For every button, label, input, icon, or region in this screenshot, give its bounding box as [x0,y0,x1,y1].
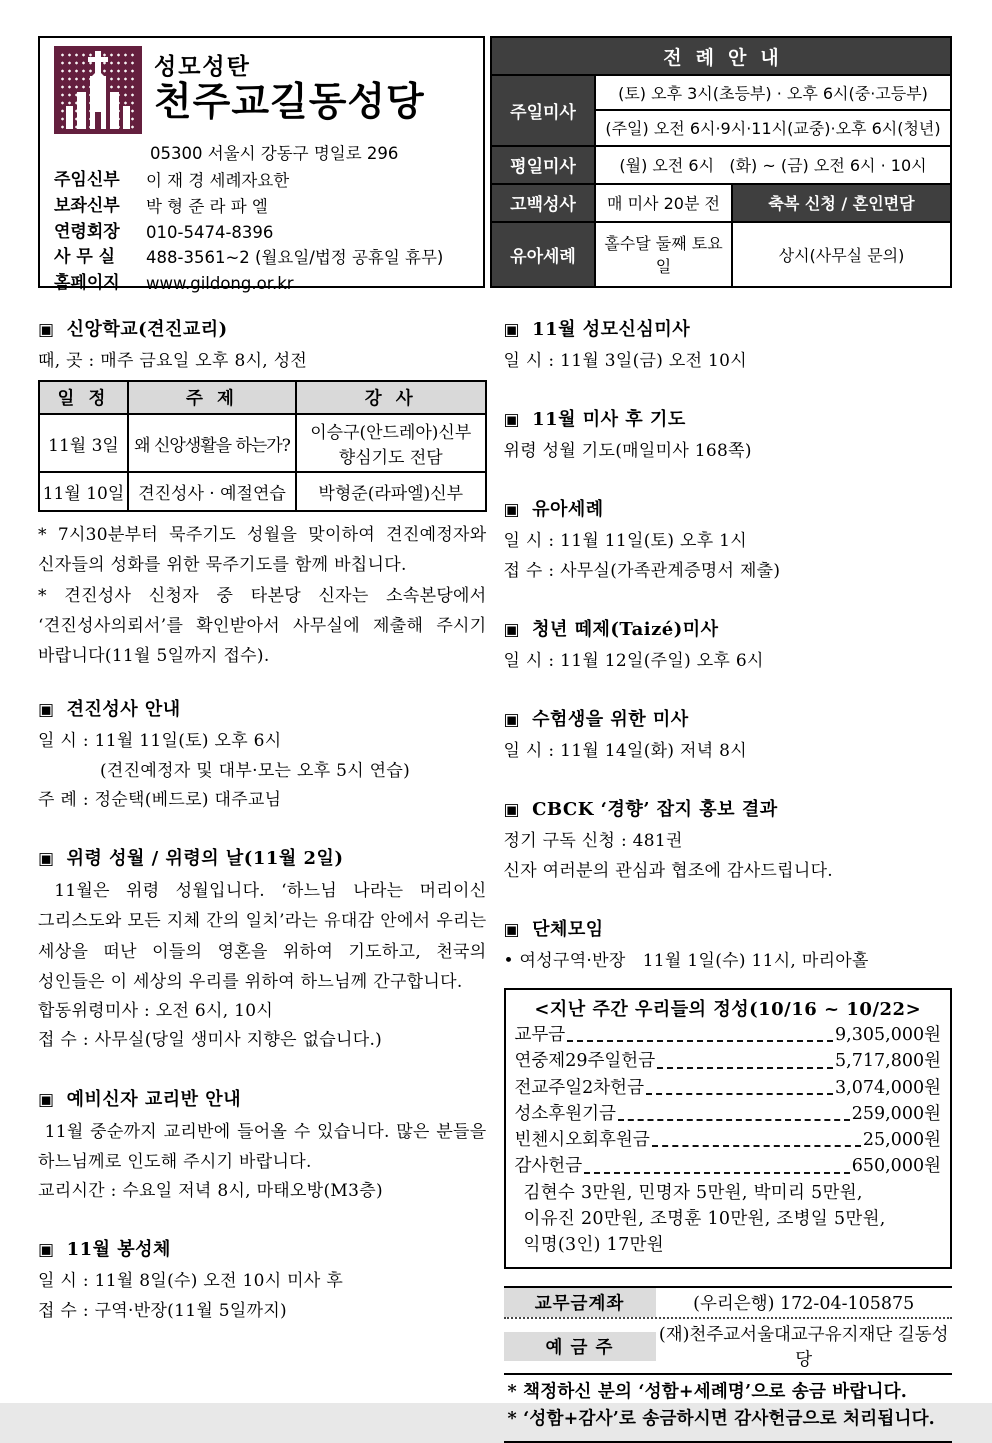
section-marker-icon: ▣ [38,320,55,340]
faith-school-table [38,380,487,512]
offering-row [515,1153,942,1179]
sunday-mass-saturday: (토) 오후 3시(초등부) · 오후 6시(중·고등부) [595,75,951,110]
marian-mass-datetime: 일 시 : 11월 3일(금) 오전 10시 [503,351,747,371]
col-header-topic: 주 제 [128,381,296,414]
offering-label: 연중제29주일헌금 [514,1051,656,1072]
dash-leader [567,1040,833,1042]
offering-label: 교무금 [514,1025,566,1046]
offering-amount: 9,305,000원 [835,1025,941,1046]
section-infant-baptism [504,495,953,585]
confirmation-datetime: 일 시 : 11월 11일(토) 오후 6시 [38,731,282,752]
section-confirmation [38,695,487,815]
section-memorial [38,844,493,1055]
infant-baptism-datetime: 일 시 : 11월 11일(토) 오후 1시 [503,531,747,552]
exam-mass-datetime: 일 시 : 11월 14일(화) 저녁 8시 [503,741,747,762]
section-marker-icon: ▣ [503,800,521,821]
infant-baptism-label: 유아세례 [491,222,595,287]
memorial-registration: 접 수 : 사무실(당일 생미사 지향은 없습니다.) [38,1030,383,1051]
info-label: 홈페이지 [54,273,120,294]
church-address: 05300 서울시 강동구 명일로 296 [150,144,399,163]
dash-leader [652,1145,861,1147]
section-title: 단체모임 [532,918,604,940]
account-number-label: 교무금계좌 [504,1288,656,1317]
offering-amount: 259,000원 [851,1103,941,1124]
weekday-mass-times: (월) 오전 6시 (화) ~ (금) 오전 6시 · 10시 [595,146,951,184]
catechumen-body: 11월 중순까지 교리반에 들어올 수 있습니다. 많은 분들을 하느님께로 인도해 주시기 바랍니다. [38,1121,493,1172]
group-meeting-text: 여성구역·반장 11월 1일(수) 11시, 마리아홀 [519,950,869,971]
col-header-date: 일 정 [39,381,128,414]
faith-school-note1: * 7시30분부터 묵주기도 성월을 맞이하여 견진예정자와 신자들의 성화를 위한 묵주기도를 함께 바칩니다. [38,525,493,576]
church-name-large: 천주교길동성당 [154,80,425,125]
communion-registration: 접 수 : 구역·반장(11월 5일까지) [38,1300,287,1321]
info-label: 사 무 실 [54,247,116,268]
offering-box [504,988,953,1269]
sunday-mass-label: 주일미사 [491,75,595,146]
mass-table-title: 전례안내 [491,37,951,75]
offering-row [515,1075,942,1101]
cbck-subscriptions: 정기 구독 신청 : 481권 [503,831,683,852]
section-title: 11월 봉성체 [66,1239,171,1261]
section-title: 위령 성월 / 위령의 날(11월 2일) [66,848,344,870]
infant-baptism-registration: 접 수 : 사무실(가족관계증명서 제출) [503,560,781,581]
offering-amount: 650,000원 [851,1156,941,1177]
church-name-small: 성모성탄 [154,54,251,80]
offering-row [515,1022,942,1048]
info-value: 010-5474-8396 [146,222,274,242]
offering-label: 성소후원기금 [514,1103,616,1124]
cell-lecturer: 박형준(라파엘)신부 [296,472,486,511]
section-after-mass-prayer [504,405,953,466]
section-title: 수험생을 위한 미사 [532,709,689,731]
account-box [504,1286,953,1442]
infant-baptism-note: 상시(사무실 문의) [732,222,951,287]
section-marker-icon: ▣ [38,849,55,870]
section-marker-icon: ▣ [503,500,521,521]
offering-label: 감사헌금 [514,1156,583,1177]
account-note: * 책정하신 분의 ‘성함+세례명’으로 송금 바랍니다. [507,1382,908,1403]
offering-row [515,1048,942,1074]
blessing-marriage: 축복 신청 / 혼인면담 [732,184,951,222]
church-logo-icon [54,46,142,134]
offering-amount: 3,074,000원 [835,1077,941,1098]
faith-school-note2: * 견진성사 신청자 중 타본당 신자는 소속본당에서 ‘견진성사의뢰서’를 확인받아서 사무실에 제출해 주시기 바랍니다(11월 5일까지 접수). [38,585,493,667]
info-value: 이 재 경 세례자요한 [146,171,290,190]
cell-date: 11월 10일 [39,472,128,511]
sunday-mass-sunday: (주일) 오전 6시·9시·11시(교중)·오후 6시(청년) [595,110,951,145]
offering-label: 전교주일2차헌금 [514,1077,644,1098]
memorial-mass-times: 합동위령미사 : 오전 6시, 10시 [38,1001,274,1022]
info-label: 연령회장 [54,221,120,242]
section-title: 신앙학교(견진교리) [66,319,228,340]
lecturer-line2: 향심기도 전담 [338,448,443,469]
account-note: * ‘성함+감사’로 송금하시면 감사헌금으로 처리됩니다. [507,1409,935,1430]
account-number-value: (우리은행) 172-04-105875 [693,1294,915,1315]
offering-amount: 25,000원 [862,1130,941,1151]
col-header-lecturer: 강 사 [296,381,486,414]
section-title: 예비신자 교리반 안내 [66,1088,242,1110]
offering-label: 빈첸시오회후원금 [514,1130,650,1151]
confession-label: 고백성사 [491,184,595,222]
section-marker-icon: ▣ [38,1240,55,1261]
info-row-chair [54,220,473,246]
section-marker-icon: ▣ [38,700,55,721]
offering-row [515,1101,942,1127]
info-value: 박 형 준 라 파 엘 [146,196,268,216]
confirmation-rehearsal: (견진예정자 및 대부·모는 오후 5시 연습) [100,760,411,781]
account-holder-row [504,1319,953,1375]
confession-time: 매 미사 20분 전 [595,184,732,222]
section-exam-mass [504,705,953,766]
cell-date: 11월 3일 [39,414,128,472]
catechumen-schedule: 교리시간 : 수요일 저녁 8시, 마태오방(M3층) [38,1181,383,1202]
account-holder-label: 예 금 주 [504,1332,656,1361]
table-row [39,472,486,511]
taize-datetime: 일 시 : 11월 12일(주일) 오후 6시 [503,650,764,671]
group-meeting-item [504,947,953,976]
section-marker-icon: ▣ [503,410,521,431]
account-number-row [504,1288,953,1319]
section-marian-mass [504,315,953,376]
offering-title: <지난 주간 우리들의 정성(10/16 ~ 10/22> [534,999,922,1021]
info-row-pastor [54,168,473,194]
dash-leader [618,1119,850,1121]
section-marker-icon: ▣ [503,619,521,640]
thanks-offering-detail: 김현수 3만원, 민명자 5만원, 박미리 5만원, [523,1182,863,1203]
info-row-office [54,245,473,271]
info-value: 488-3561~2 (월요일/법정 공휴일 휴무) [146,248,444,268]
section-marker-icon: ▣ [503,320,521,340]
mass-schedule [490,36,952,288]
right-column [504,315,953,1443]
info-label: 보좌신부 [54,195,120,216]
info-row-assistant [54,194,473,220]
church-identity-box [38,36,485,294]
thanks-offering-detail: 이유진 20만원, 조명훈 10만원, 조병일 5만원, [523,1208,886,1229]
section-groups [504,915,953,976]
cbck-thanks: 신자 여러분의 관심과 협조에 감사드립니다. [503,860,834,881]
communion-datetime: 일 시 : 11월 8일(수) 오전 10시 미사 후 [38,1271,344,1292]
section-title: 견진성사 안내 [66,699,181,721]
section-marker-icon: ▣ [38,1089,55,1110]
offering-row [515,1127,942,1153]
section-cbck [504,795,953,885]
info-row-homepage [54,271,473,297]
infant-baptism-day: 홀수달 둘째 토요일 [595,222,732,287]
section-taize [504,615,953,676]
section-title: 11월 미사 후 기도 [532,409,686,431]
cell-topic: 견진성사 · 예절연습 [128,472,296,511]
cell-topic: 왜 신앙생활을 하는가? [128,414,296,472]
section-faith-school [38,315,493,671]
homepage-url: www.gildong.or.kr [146,274,294,294]
account-holder-value: (재)천주교서울대교구유지재단 길동성당 [658,1325,949,1371]
faith-school-when: 때, 곳 : 매주 금요일 오후 8시, 성전 [38,351,308,371]
after-mass-prayer-info: 위령 성월 기도(매일미사 168쪽) [503,441,752,462]
section-marker-icon: ▣ [503,919,521,940]
dash-leader [584,1172,850,1174]
thanks-offering-detail: 익명(3인) 17만원 [523,1235,664,1256]
table-row [39,414,486,472]
section-title: 11월 성모신심미사 [532,319,691,340]
cell-lecturer [296,414,486,472]
info-label: 주임신부 [54,170,120,190]
section-communion [38,1235,487,1325]
account-notes [504,1375,953,1442]
section-title: 유아세례 [532,499,604,521]
dash-leader [657,1067,833,1069]
weekday-mass-label: 평일미사 [491,146,595,184]
section-title: CBCK ‘경향’ 잡지 홍보 결과 [532,799,778,821]
dash-leader [646,1093,833,1095]
offering-amount: 5,717,800원 [835,1051,941,1072]
mass-schedule-table [490,36,952,288]
bullet-icon: • [503,950,514,971]
header [38,36,952,294]
memorial-body: 11월은 위령 성월입니다. ‘하느님 나라는 머리이신 그리스도와 모든 지체 간의 일치’라는 유대감 안에서 우리는 세상을 떠난 이들의 영혼을 위하여 기도하고, 천국의 성인들은 이 세상의 우리를 위하여 하느님께 간구합니다. [38,881,493,992]
confirmation-celebrant: 주 례 : 정순택(베드로) 대주교님 [38,789,282,810]
lecturer-line1: 이승구(안드레아)신부 [310,423,472,444]
left-column [38,315,493,1443]
section-title: 청년 떼제(Taizé)미사 [532,618,719,640]
section-catechumen [38,1085,493,1207]
section-marker-icon: ▣ [503,710,521,731]
